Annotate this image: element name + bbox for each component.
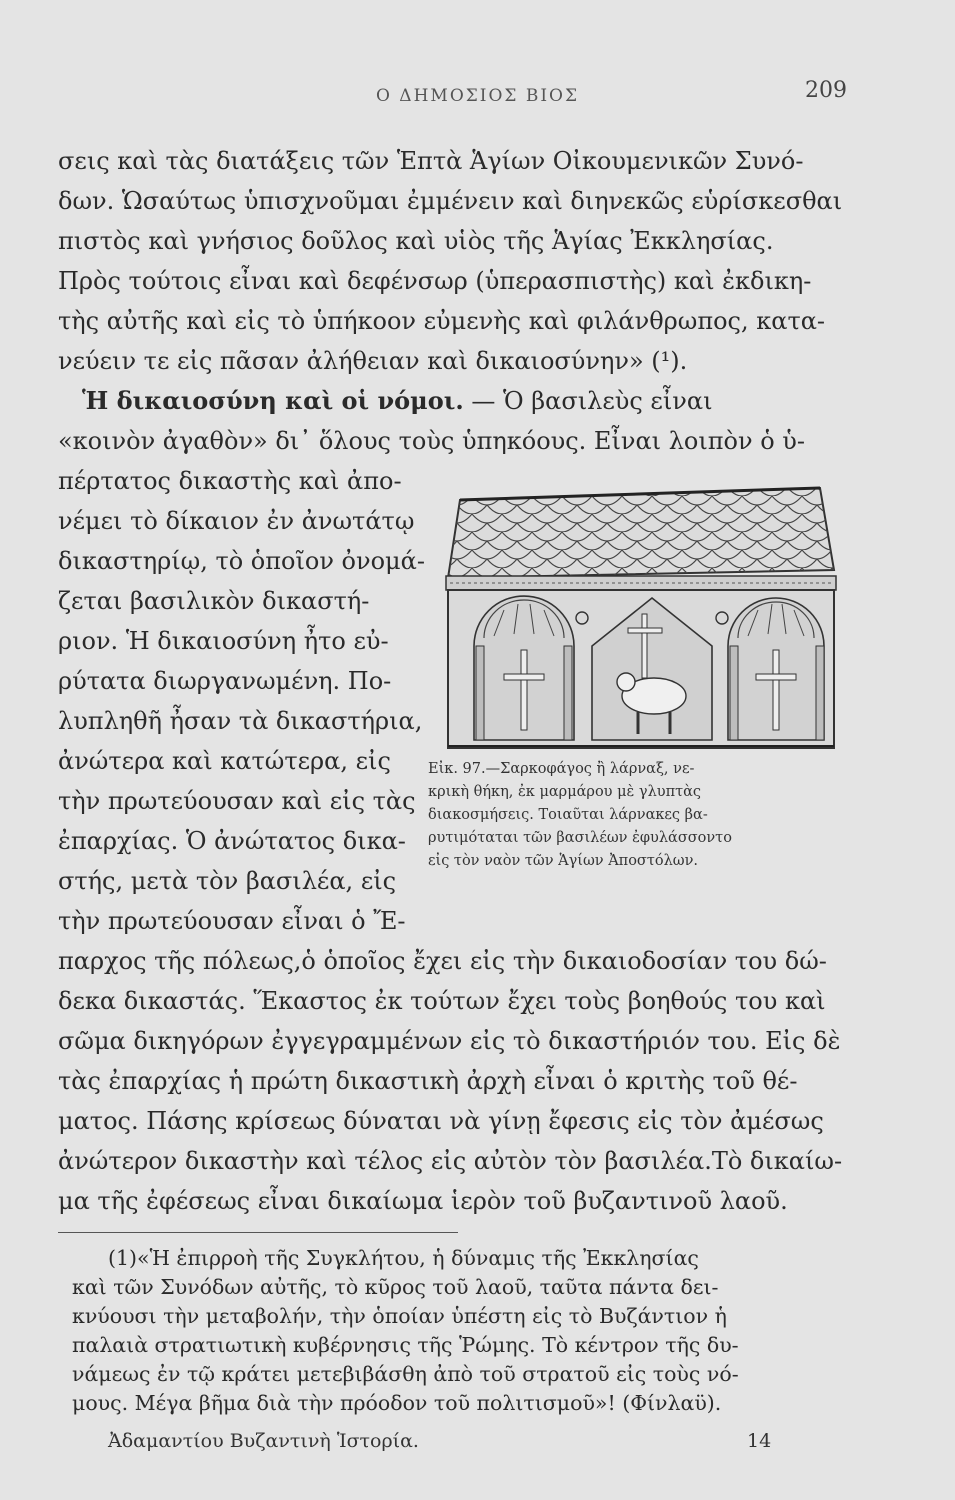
text-line: ἀνώτερον δικαστὴν καὶ τέλος εἰς αὐτὸν τὸν βασιλέα.Τὸ δικαίω-: [58, 1147, 843, 1175]
figure-caption-line: διακοσμήσεις. Τοιαῦται λάρνακες βα-: [428, 807, 708, 823]
text-line: πιστὸς καὶ γνήσιος δοῦλος καὶ υἱὸς τῆς Ἁγίας Ἐκκλησίας.: [58, 227, 774, 255]
text-line: δων. Ὡσαύτως ὑπισχνοῦμαι ἐμμένειν καὶ διηνεκῶς εὑρίσκεσθαι: [58, 187, 843, 215]
text-line: τὴν πρωτεύουσαν καὶ εἰς τὰς: [58, 787, 416, 815]
signature-mark: 14: [747, 1430, 772, 1452]
section-heading-rest: — Ὁ βασιλεὺς εἶναι: [463, 387, 713, 415]
text-line: σεις καὶ τὰς διατάξεις τῶν Ἑπτὰ Ἁγίων Οἰκουμενικῶν Συνό-: [58, 147, 804, 175]
figure-caption-line: εἰς τὸν ναὸν τῶν Ἁγίων Ἀποστόλων.: [428, 853, 699, 869]
text-line: δικαστηρίῳ, τὸ ὁποῖον ὀνομά-: [58, 547, 425, 575]
footnote-line: νάμεως ἐν τῷ κράτει μετεβιβάσθη ἀπὸ τοῦ στρατοῦ εἰς τοὺς νό-: [72, 1362, 739, 1386]
figure-caption-line: ρυτιμόταται τῶν βασιλέων ἐφυλάσσοντο: [428, 830, 732, 846]
footnote-line: κνύουσι τὴν μεταβολήν, τὴν ὁποίαν ὑπέστη εἰς τὸ Βυζάντιον ἡ: [72, 1304, 727, 1328]
text-line: ρύτατα διωργανωμένη. Πο-: [58, 667, 392, 695]
text-line: στής, μετὰ τὸν βασιλέα, εἰς: [58, 867, 397, 895]
text-line: ριον. Ἡ δικαιοσύνη ἦτο εὐ-: [58, 627, 389, 655]
section-heading: Ἡ δικαιοσύνη καὶ οἱ νόμοι.: [82, 386, 464, 415]
footer-book-title: Ἀδαμαντίου Βυζαντινὴ Ἱστορία.: [108, 1430, 419, 1452]
text-line: νεύειν τε εἰς πᾶσαν ἀλήθειαν καὶ δικαιοσύνην» (¹).: [58, 347, 688, 375]
text-line: λυπληθῆ ἦσαν τὰ δικαστήρια,: [58, 707, 423, 735]
text-line: δεκα δικαστάς. Ἕκαστος ἐκ τούτων ἔχει τοὺς βοηθούς του καὶ: [58, 987, 826, 1015]
figure-caption-line: Εἰκ. 97.—Σαρκοφάγος ἢ λάρναξ, νε-: [428, 761, 695, 777]
text-line: ματος. Πάσης κρίσεως δύναται νὰ γίνῃ ἔφεσις εἰς τὸν ἀμέσως: [58, 1107, 824, 1135]
text-line: νέμει τὸ δίκαιον ἐν ἀνωτάτῳ: [58, 507, 415, 535]
text-line: παρχος τῆς πόλεως,ὁ ὁποῖος ἔχει εἰς τὴν δικαιοδοσίαν του δώ-: [58, 947, 827, 975]
figure-caption-line: κρικὴ θήκη, ἐκ μαρμάρου μὲ γλυπτὰς: [428, 784, 702, 800]
text-line: σῶμα δικηγόρων ἐγγεγραμμένων εἰς τὸ δικαστήριόν του. Εἰς δὲ: [58, 1027, 841, 1055]
text-line: ζεται βασιλικὸν δικαστή-: [58, 587, 370, 615]
page-number: 209: [805, 78, 847, 103]
text-line: τὴν πρωτεύουσαν εἶναι ὁ Ἔ-: [58, 907, 406, 935]
footnote-line: καὶ τῶν Συνόδων αὐτῆς, τὸ κῦρος τοῦ λαοῦ, ταῦτα πάντα δει-: [72, 1275, 719, 1299]
footnote-line: (1)«Ἡ ἐπιρροὴ τῆς Συγκλήτου, ἡ δύναμις τῆς Ἐκκλησίας: [108, 1246, 699, 1270]
text-line: τὴς αὐτῆς καὶ εἰς τὸ ὑπήκοον εὐμενὴς καὶ φιλάνθρωπος, κατα-: [58, 307, 826, 335]
footnote-line: μους. Μέγα βῆμα διὰ τὴν πρόοδον τοῦ πολιτισμοῦ»! (Φίνλαϋ).: [72, 1391, 722, 1415]
footnote-rule: [58, 1232, 458, 1233]
text-line: «κοινὸν ἀγαθὸν» δι᾽ ὅλους τοὺς ὑπηκόους. Εἶναι λοιπὸν ὁ ὑ-: [58, 427, 805, 455]
running-title: Ο ΔΗΜΟΣΙΟΣ ΒΙΟΣ: [375, 86, 580, 106]
section-heading-line: [58, 386, 840, 416]
text-line: ἀνώτερα καὶ κατώτερα, εἰς: [58, 747, 391, 775]
text-line: ἐπαρχίας. Ὁ ἀνώτατος δικα-: [58, 827, 406, 855]
footnote-line: παλαιὰ στρατιωτικὴ κυβέρνησις τῆς Ῥώμης. Τὸ κέντρον τῆς δυ-: [72, 1333, 739, 1357]
sarcophagus-illustration: [442, 478, 837, 753]
text-line: Πρὸς τούτοις εἶναι καὶ δεφένσωρ (ὑπερασπιστὴς) καὶ ἐκδικη-: [58, 267, 812, 295]
text-line: μα τῆς ἐφέσεως εἶναι δικαίωμα ἱερὸν τοῦ βυζαντινοῦ λαοῦ.: [58, 1187, 788, 1215]
text-line: πέρτατος δικαστὴς καὶ ἀπο-: [58, 467, 402, 495]
text-line: τὰς ἐπαρχίας ἡ πρώτη δικαστικὴ ἀρχὴ εἶναι ὁ κριτὴς τοῦ θέ-: [58, 1067, 798, 1095]
